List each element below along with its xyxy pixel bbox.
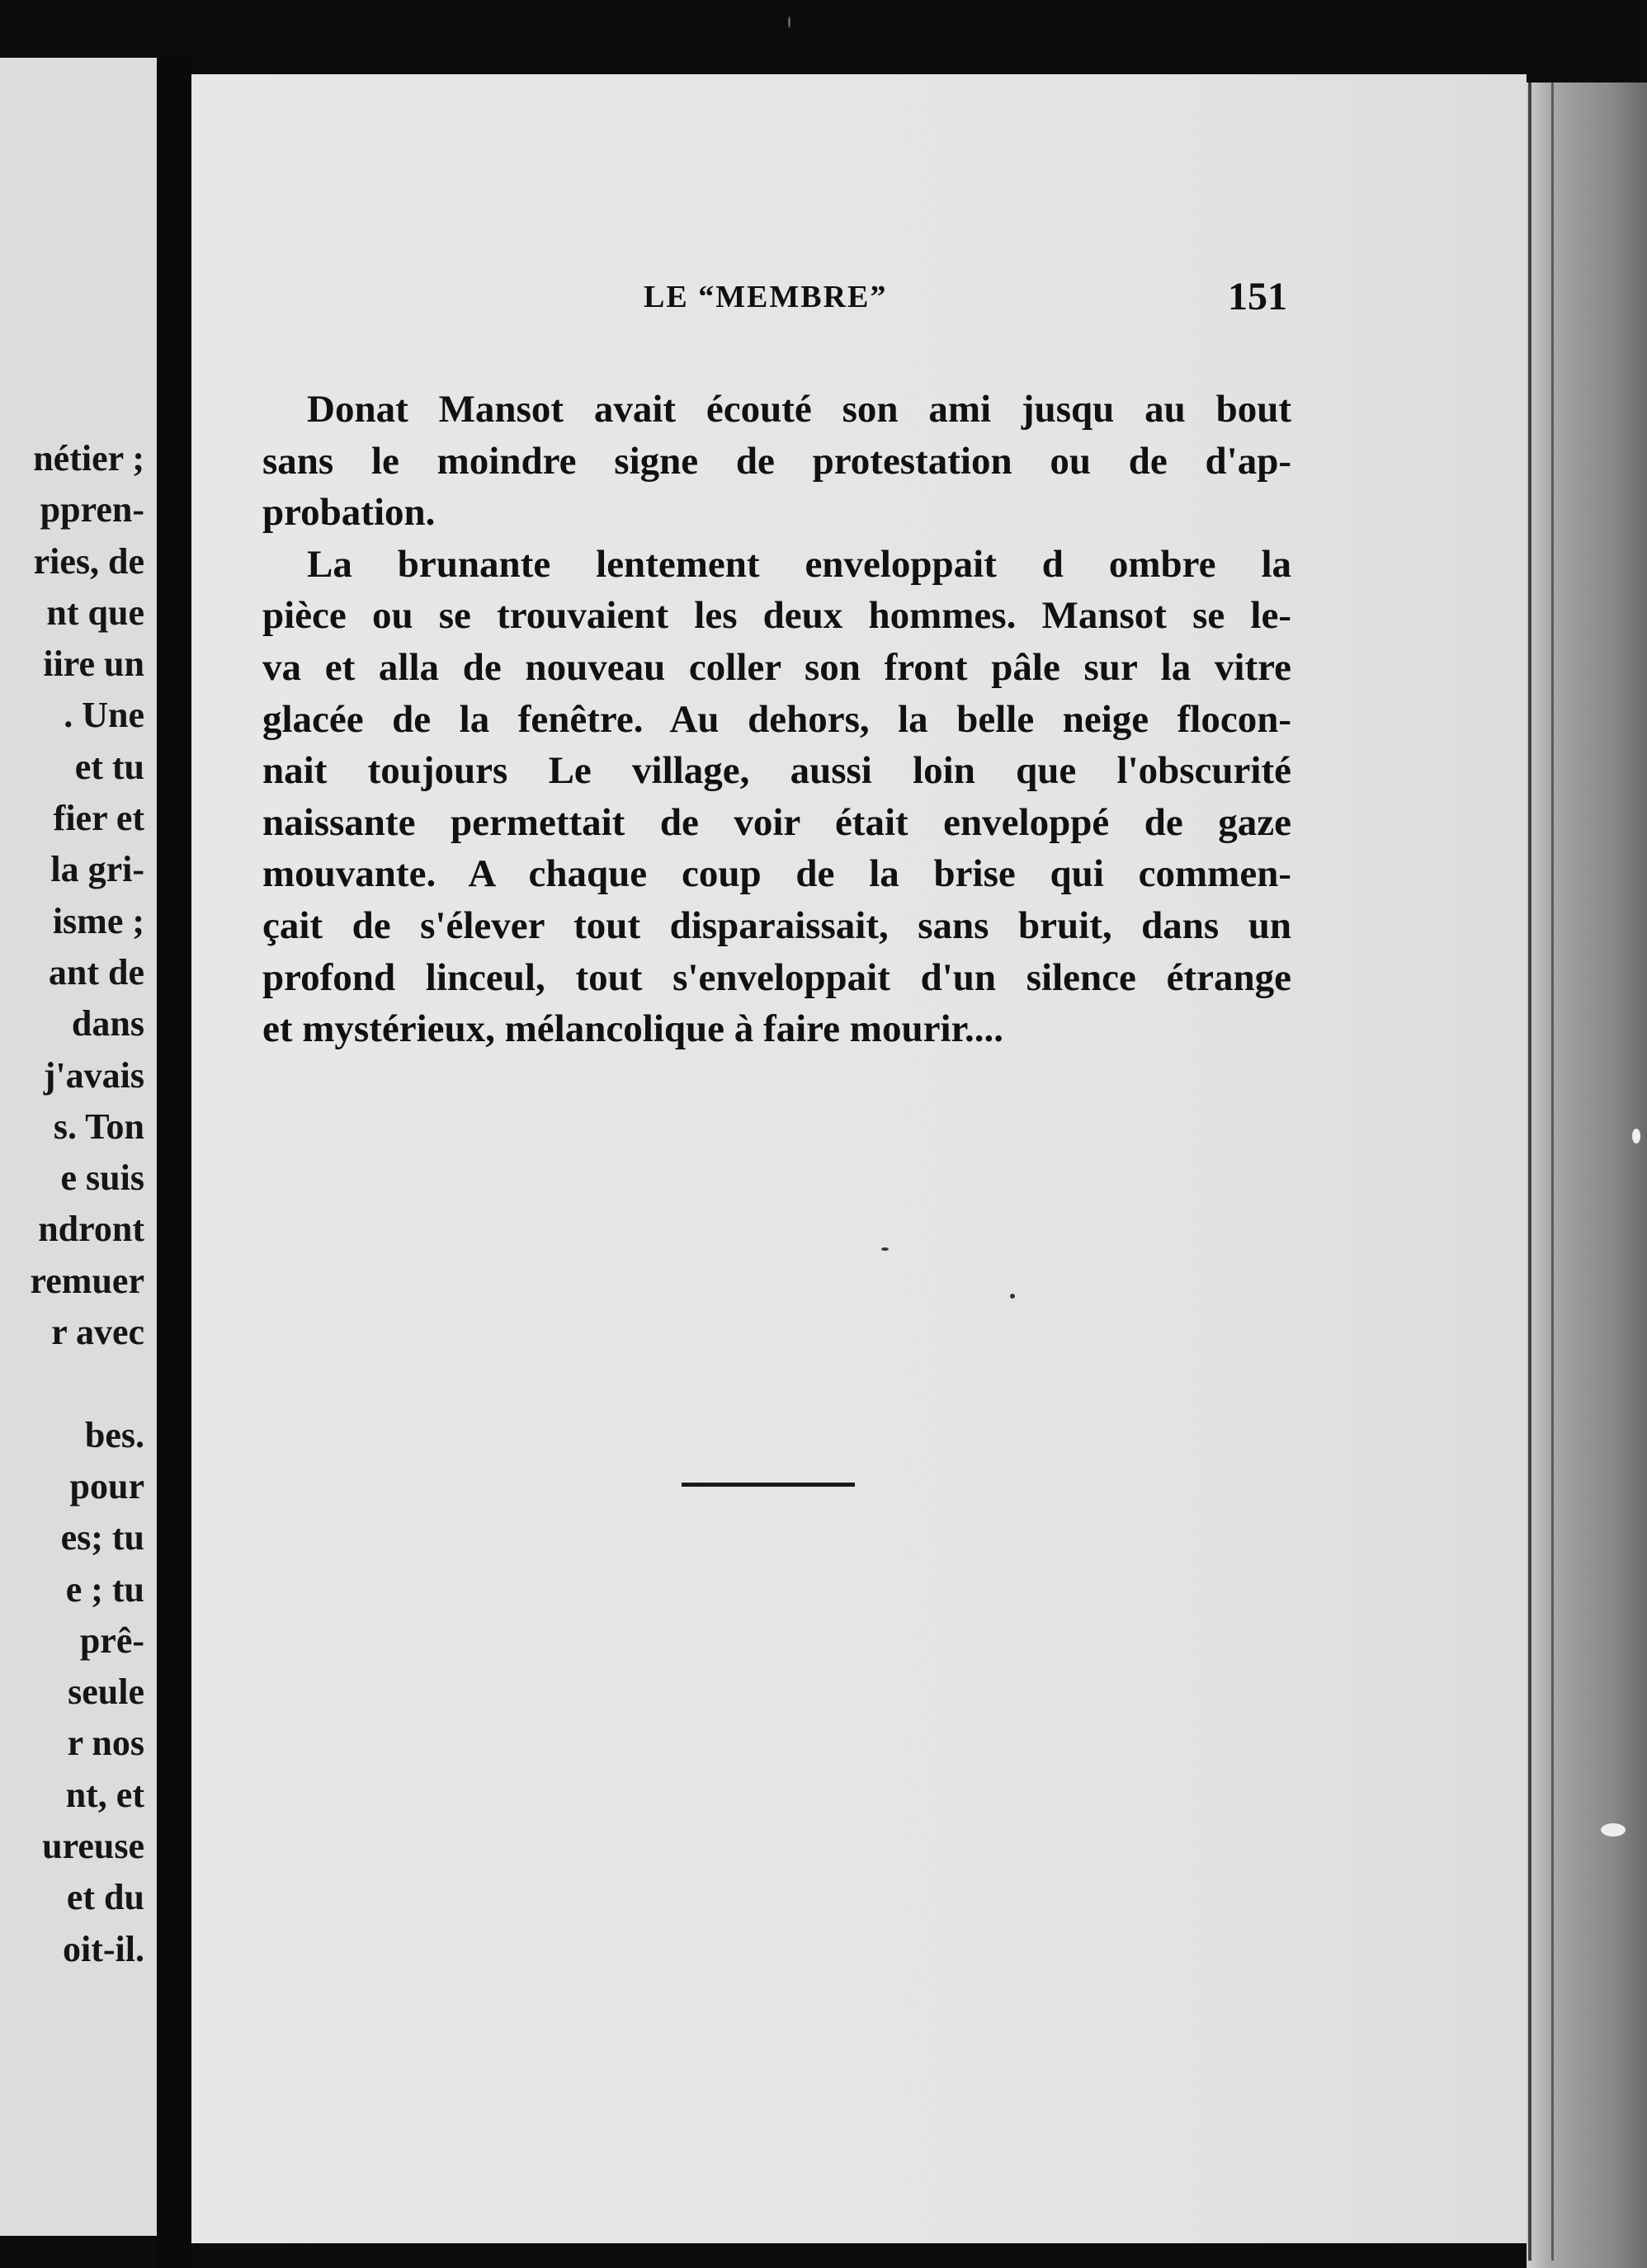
left-page-fragment bbox=[0, 58, 157, 2236]
left-line: nt que bbox=[46, 592, 144, 633]
text-line: sans le moindre signe de protestation ou de d'ap- bbox=[262, 439, 1291, 483]
left-line: isme ; bbox=[52, 900, 144, 941]
left-line: ndront bbox=[38, 1209, 144, 1250]
book-gutter bbox=[157, 58, 191, 2268]
page-stack-edge bbox=[1527, 83, 1647, 2268]
scan-speck bbox=[881, 1247, 889, 1251]
scan-speck bbox=[788, 17, 790, 28]
left-line: seule bbox=[68, 1672, 144, 1713]
text-line: profond linceul, tout s'enveloppait d'un silence étrange bbox=[262, 955, 1291, 999]
left-line: bes. bbox=[84, 1414, 144, 1455]
left-line: nt, et bbox=[65, 1774, 144, 1815]
text-line: pièce ou se trouvaient les deux hommes. Mansot se le- bbox=[262, 594, 1291, 638]
running-head: LE “MEMBRE” bbox=[644, 280, 888, 314]
text-line: naissante permettait de voir était enveloppé de gaze bbox=[262, 800, 1291, 844]
left-line: es; tu bbox=[60, 1517, 144, 1558]
left-line: ant de bbox=[48, 951, 144, 993]
left-line: fier et bbox=[53, 798, 144, 839]
left-line: ppren- bbox=[40, 489, 144, 530]
left-line: la gri- bbox=[50, 849, 144, 890]
left-page-text bbox=[0, 433, 144, 1975]
page-edge-line bbox=[1528, 83, 1531, 2261]
left-line: pour bbox=[69, 1465, 144, 1506]
scan-speck bbox=[1632, 1129, 1640, 1143]
left-line: e suis bbox=[60, 1158, 144, 1199]
left-line bbox=[0, 1358, 144, 1409]
text-line: La brunante lentement enveloppait d ombre la bbox=[307, 542, 1291, 586]
text-line: Donat Mansot avait écouté son ami jusqu au bout bbox=[307, 388, 1291, 431]
page-body-text bbox=[262, 384, 1291, 1055]
left-line: oit-il. bbox=[63, 1928, 144, 1969]
text-line: mouvante. A chaque coup de la brise qui commen- bbox=[262, 852, 1291, 896]
section-divider-rule bbox=[682, 1483, 855, 1487]
left-line: remuer bbox=[30, 1260, 144, 1301]
left-line: nétier ; bbox=[33, 438, 144, 479]
left-line: prê- bbox=[79, 1620, 144, 1661]
text-line: probation. bbox=[262, 491, 436, 535]
left-line: et tu bbox=[74, 746, 144, 787]
text-line: nait toujours Le village, aussi loin que l'obscurité bbox=[262, 749, 1291, 793]
text-line: va et alla de nouveau coller son front pâle sur la vitre bbox=[262, 645, 1291, 689]
page-number: 151 bbox=[1228, 275, 1287, 318]
left-line: j'avais bbox=[43, 1054, 144, 1096]
left-line: s. Ton bbox=[53, 1106, 144, 1147]
scan-speck bbox=[1601, 1823, 1626, 1837]
left-line: ureuse bbox=[42, 1826, 144, 1867]
left-line: r nos bbox=[67, 1723, 144, 1764]
left-line: e ; tu bbox=[65, 1568, 144, 1610]
left-line: iire un bbox=[43, 644, 144, 685]
left-line: ries, de bbox=[33, 540, 144, 582]
left-line: r avec bbox=[51, 1312, 144, 1353]
left-line: . Une bbox=[64, 695, 144, 736]
text-line: glacée de la fenêtre. Au dehors, la belle neige flocon- bbox=[262, 697, 1291, 741]
left-line: et du bbox=[66, 1877, 144, 1918]
text-line: çait de s'élever tout disparaissait, sans bruit, dans un bbox=[262, 903, 1291, 947]
text-line: et mystérieux, mélancolique à faire mourir.... bbox=[262, 1007, 1004, 1051]
left-line: dans bbox=[71, 1003, 144, 1044]
scan-speck bbox=[1010, 1294, 1015, 1299]
page-edge-line bbox=[1551, 83, 1554, 2261]
